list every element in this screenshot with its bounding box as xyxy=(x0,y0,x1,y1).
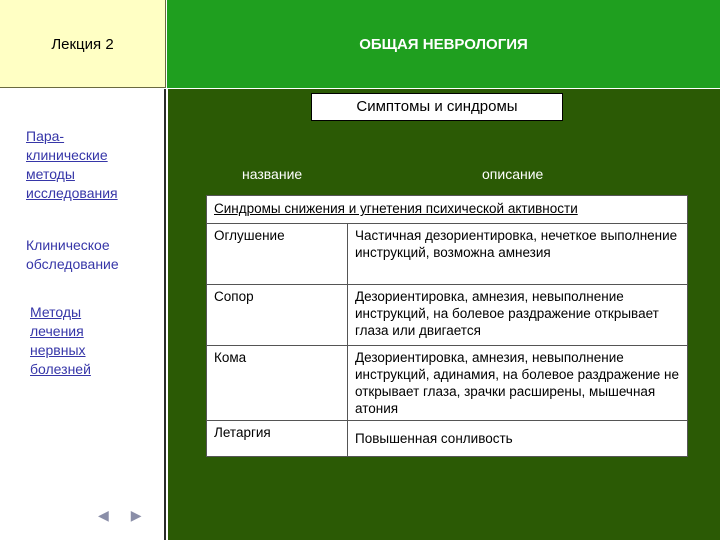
syndrome-name: Летаргия xyxy=(207,421,348,457)
sidebar-item-label: болезней xyxy=(30,361,91,377)
syndrome-name: Оглушение xyxy=(207,224,348,285)
syndrome-description: Повышенная сонливость xyxy=(348,421,688,457)
sidebar-item-label: исследования xyxy=(26,185,118,201)
sidebar-item-label: методы xyxy=(26,166,75,182)
syndrome-description: Дезориентировка, амнезия, невыполнение инструкций, адинамия, на болевое раздражение не открывает глаза, зрачки расширены, мышечная атония xyxy=(348,346,688,421)
table-group-header: Синдромы снижения и угнетения психической активности xyxy=(207,196,688,224)
column-header-description: описание xyxy=(482,166,544,182)
sidebar-item-label: Методы xyxy=(30,304,82,320)
syndrome-name: Сопор xyxy=(207,285,348,346)
sidebar-item-label: обследование xyxy=(26,256,119,272)
title-bar xyxy=(167,0,720,88)
slide-nav xyxy=(98,507,164,524)
sidebar-item-paraclinical-methods[interactable] xyxy=(26,127,118,203)
page-title: ОБЩАЯ НЕВРОЛОГИЯ xyxy=(359,36,528,53)
table-row xyxy=(207,285,688,346)
syndrome-name: Кома xyxy=(207,346,348,421)
lecture-label: Лекция 2 xyxy=(51,36,114,53)
sidebar-item-label: клинические xyxy=(26,147,108,163)
table-group-row xyxy=(207,196,688,224)
syndromes-table xyxy=(206,195,688,457)
column-header-name: название xyxy=(242,166,303,182)
sidebar-item-clinical-examination[interactable] xyxy=(26,236,119,274)
sidebar-item-label: лечения xyxy=(30,323,84,339)
syndrome-description: Дезориентировка, амнезия, невыполнение инструкций, на болевое раздражение открывает глаза или двигается xyxy=(348,285,688,346)
table-row xyxy=(207,224,688,285)
sidebar xyxy=(0,89,166,540)
sidebar-item-treatment-methods[interactable] xyxy=(30,303,91,379)
content-area xyxy=(168,89,720,540)
sidebar-item-label: Пара- xyxy=(26,128,65,144)
sidebar-item-label: нервных xyxy=(30,342,86,358)
table-row xyxy=(207,421,688,457)
section-subtitle: Симптомы и синдромы xyxy=(311,93,563,121)
lecture-box xyxy=(0,0,166,88)
syndrome-description: Частичная дезориентировка, нечеткое выполнение инструкций, возможна амнезия xyxy=(348,224,688,285)
next-slide-icon[interactable]: ▶ xyxy=(130,507,164,523)
sidebar-item-label: Клиническое xyxy=(26,237,110,253)
table-row xyxy=(207,346,688,421)
prev-slide-icon[interactable]: ◀ xyxy=(98,507,131,523)
